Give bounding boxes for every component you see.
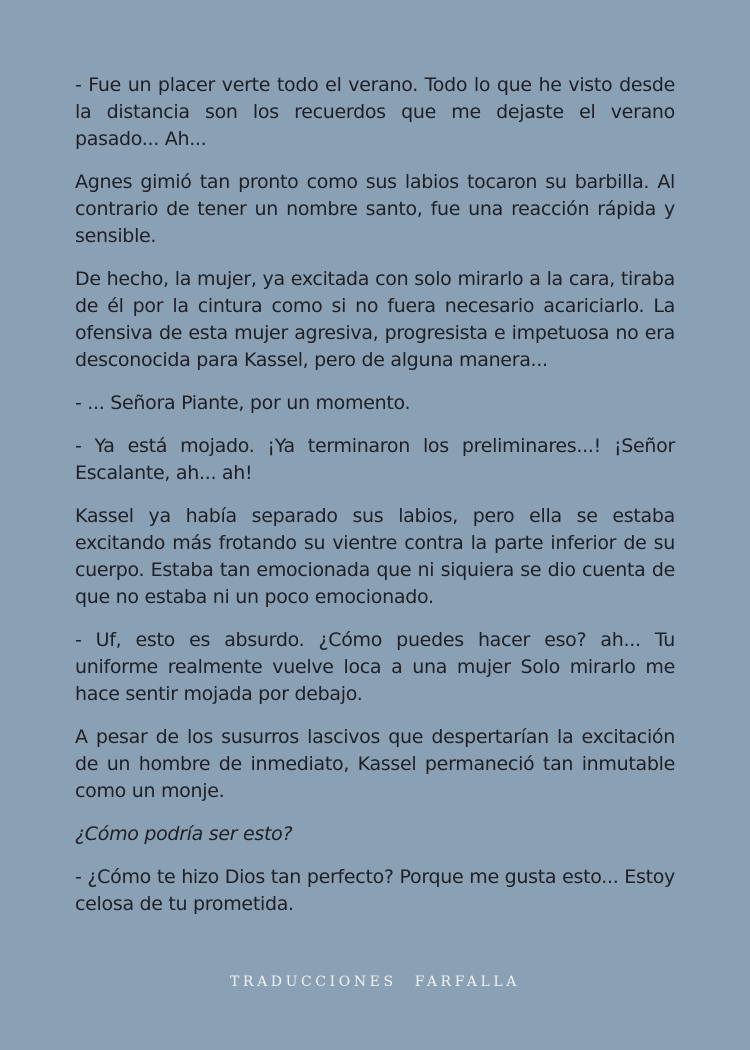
paragraph-5: - Ya está mojado. ¡Ya terminaron los preliminares...! ¡Señor Escalante, ah... ah!	[75, 435, 675, 484]
paragraph-9-italic-thought: ¿Cómo podría ser esto?	[75, 823, 293, 845]
paragraph-4: - ... Señora Piante, por un momento.	[75, 392, 411, 414]
footer-credit: TRADUCCIONES FARFALLA	[229, 974, 520, 990]
body-text	[75, 72, 675, 934]
paragraph-3: De hecho, la mujer, ya excitada con solo mirarlo a la cara, tiraba de él por la cintura como si no fuera necesario acariciarlo. La ofensiva de esta mujer agresiva, progresista e impetuosa no era desconocida para Kassel, pero de alguna manera...	[75, 268, 675, 371]
paragraph-2: Agnes gimió tan pronto como sus labios tocaron su barbilla. Al contrario de tener un nombre santo, fue una reacción rápida y sensible.	[75, 171, 675, 247]
paragraph-7: - Uf, esto es absurdo. ¿Cómo puedes hacer eso? ah... Tu uniforme realmente vuelve loca a una mujer Solo mirarlo me hace sentir mojada por debajo.	[75, 629, 675, 705]
paragraph-10: - ¿Cómo te hizo Dios tan perfecto? Porque me gusta esto... Estoy celosa de tu prometida.	[75, 866, 675, 915]
paragraph-1: - Fue un placer verte todo el verano. Todo lo que he visto desde la distancia son los recuerdos que me dejaste el verano pasado... Ah...	[75, 74, 675, 150]
paragraph-8: A pesar de los susurros lascivos que despertarían la excitación de un hombre de inmediato, Kassel permaneció tan inmutable como un monje.	[75, 726, 675, 802]
paragraph-6: Kassel ya había separado sus labios, pero ella se estaba excitando más frotando su vientre contra la parte inferior de su cuerpo. Estaba tan emocionada que ni siquiera se dio cuenta de que no estaba ni un poco emocionado.	[75, 505, 675, 608]
